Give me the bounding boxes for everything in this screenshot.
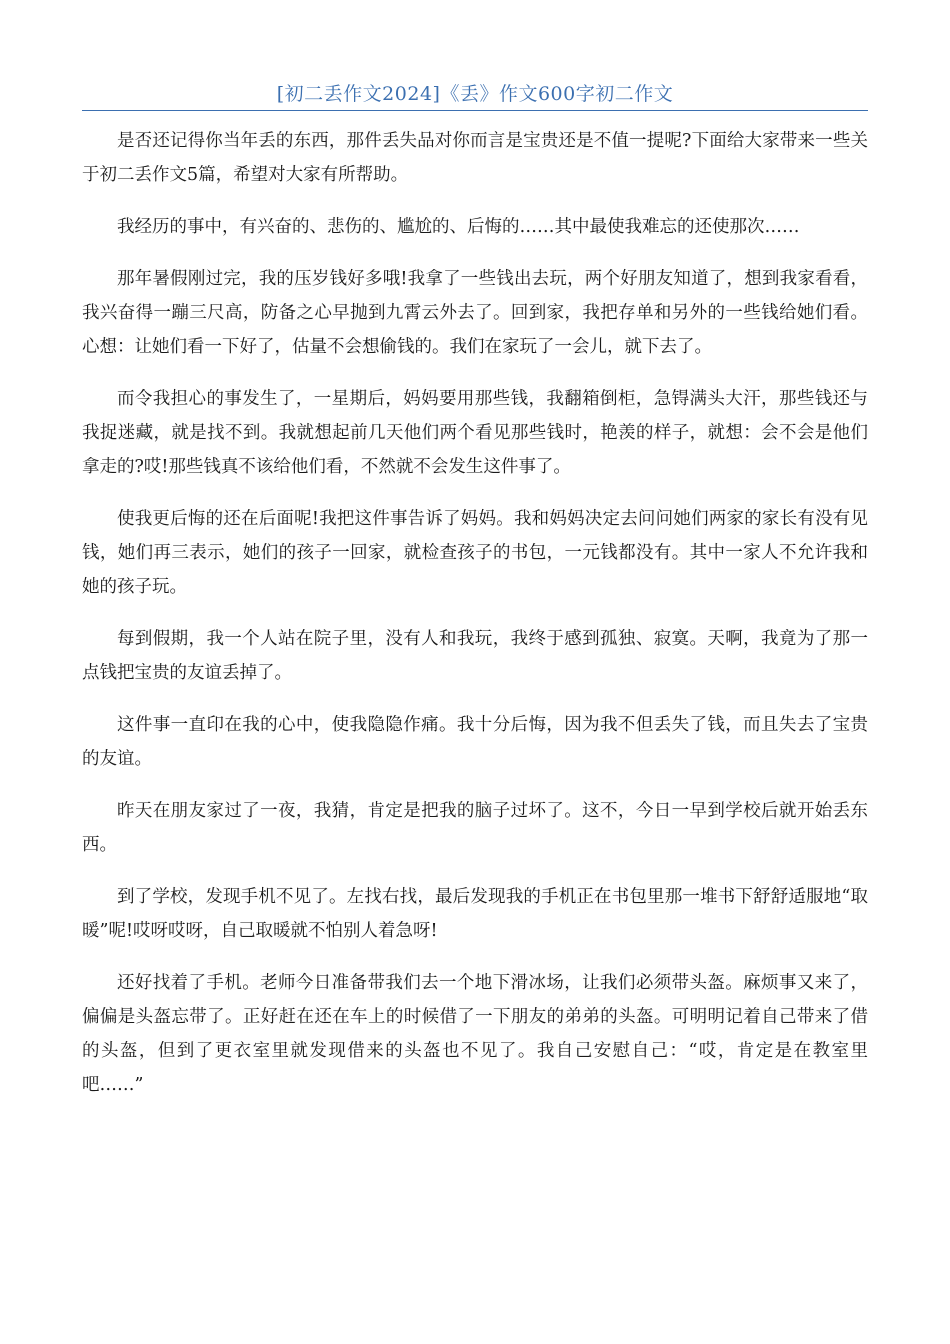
document-title: [初二丢作文2024]《丢》作文600字初二作文 [276, 83, 674, 105]
paragraph: 这件事一直印在我的心中，使我隐隐作痛。我十分后悔，因为我不但丢失了钱，而且失去了宝贵的友谊。 [82, 715, 868, 769]
paragraph: 还好找着了手机。老师今日准备带我们去一个地下滑冰场，让我们必须带头盔。麻烦事又来了，偏偏是头盔忘带了。正好赶在还在车上的时候借了一下朋友的弟弟的头盔。可明明记着自己带来了借的头盔，但到了更衣室里就发现借来的头盔也不见了。我自己安慰自己：“哎，肯定是在教室里吧……” [82, 973, 868, 1095]
article-body [82, 124, 868, 1120]
paragraph: 昨天在朋友家过了一夜，我猜，肯定是把我的脑子过坏了。这不，今日一早到学校后就开始丢东西。 [82, 801, 868, 855]
page-header [82, 78, 868, 111]
paragraph: 而令我担心的事发生了，一星期后，妈妈要用那些钱，我翻箱倒柜，急锝满头大汗，那些钱还与我捉迷藏，就是找不到。我就想起前几天他们两个看见那些钱时，艳羡的样子，就想：会不会是他们拿走的?哎!那些钱真不该给他们看，不然就不会发生这件事了。 [82, 389, 868, 477]
paragraph: 我经历的事中，有兴奋的、悲伤的、尴尬的、后悔的……其中最使我难忘的还使那次…… [117, 217, 800, 237]
paragraph: 那年暑假刚过完，我的压岁钱好多哦!我拿了一些钱出去玩，两个好朋友知道了，想到我家看看，我兴奋得一蹦三尺高，防备之心早抛到九霄云外去了。回到家，我把存单和另外的一些钱给她们看。心想：让她们看一下好了，估量不会想偷钱的。我们在家玩了一会儿，就下去了。 [82, 269, 868, 357]
paragraph: 使我更后悔的还在后面呢!我把这件事告诉了妈妈。我和妈妈决定去问问她们两家的家长有没有见钱，她们再三表示，她们的孩子一回家，就检查孩子的书包，一元钱都没有。其中一家人不允许我和她的孩子玩。 [82, 509, 868, 597]
paragraph: 到了学校，发现手机不见了。左找右找，最后发现我的手机正在书包里那一堆书下舒舒适服地“取暖”呢!哎呀哎呀，自己取暖就不怕别人着急呀! [82, 887, 868, 941]
paragraph: 每到假期，我一个人站在院子里，没有人和我玩，我终于感到孤独、寂寞。天啊，我竟为了那一点钱把宝贵的友谊丢掉了。 [82, 629, 868, 683]
paragraph-intro: 是否还记得你当年丢的东西，那件丢失品对你而言是宝贵还是不值一提呢?下面给大家带来一些关于初二丢作文5篇，希望对大家有所帮助。 [82, 131, 868, 185]
